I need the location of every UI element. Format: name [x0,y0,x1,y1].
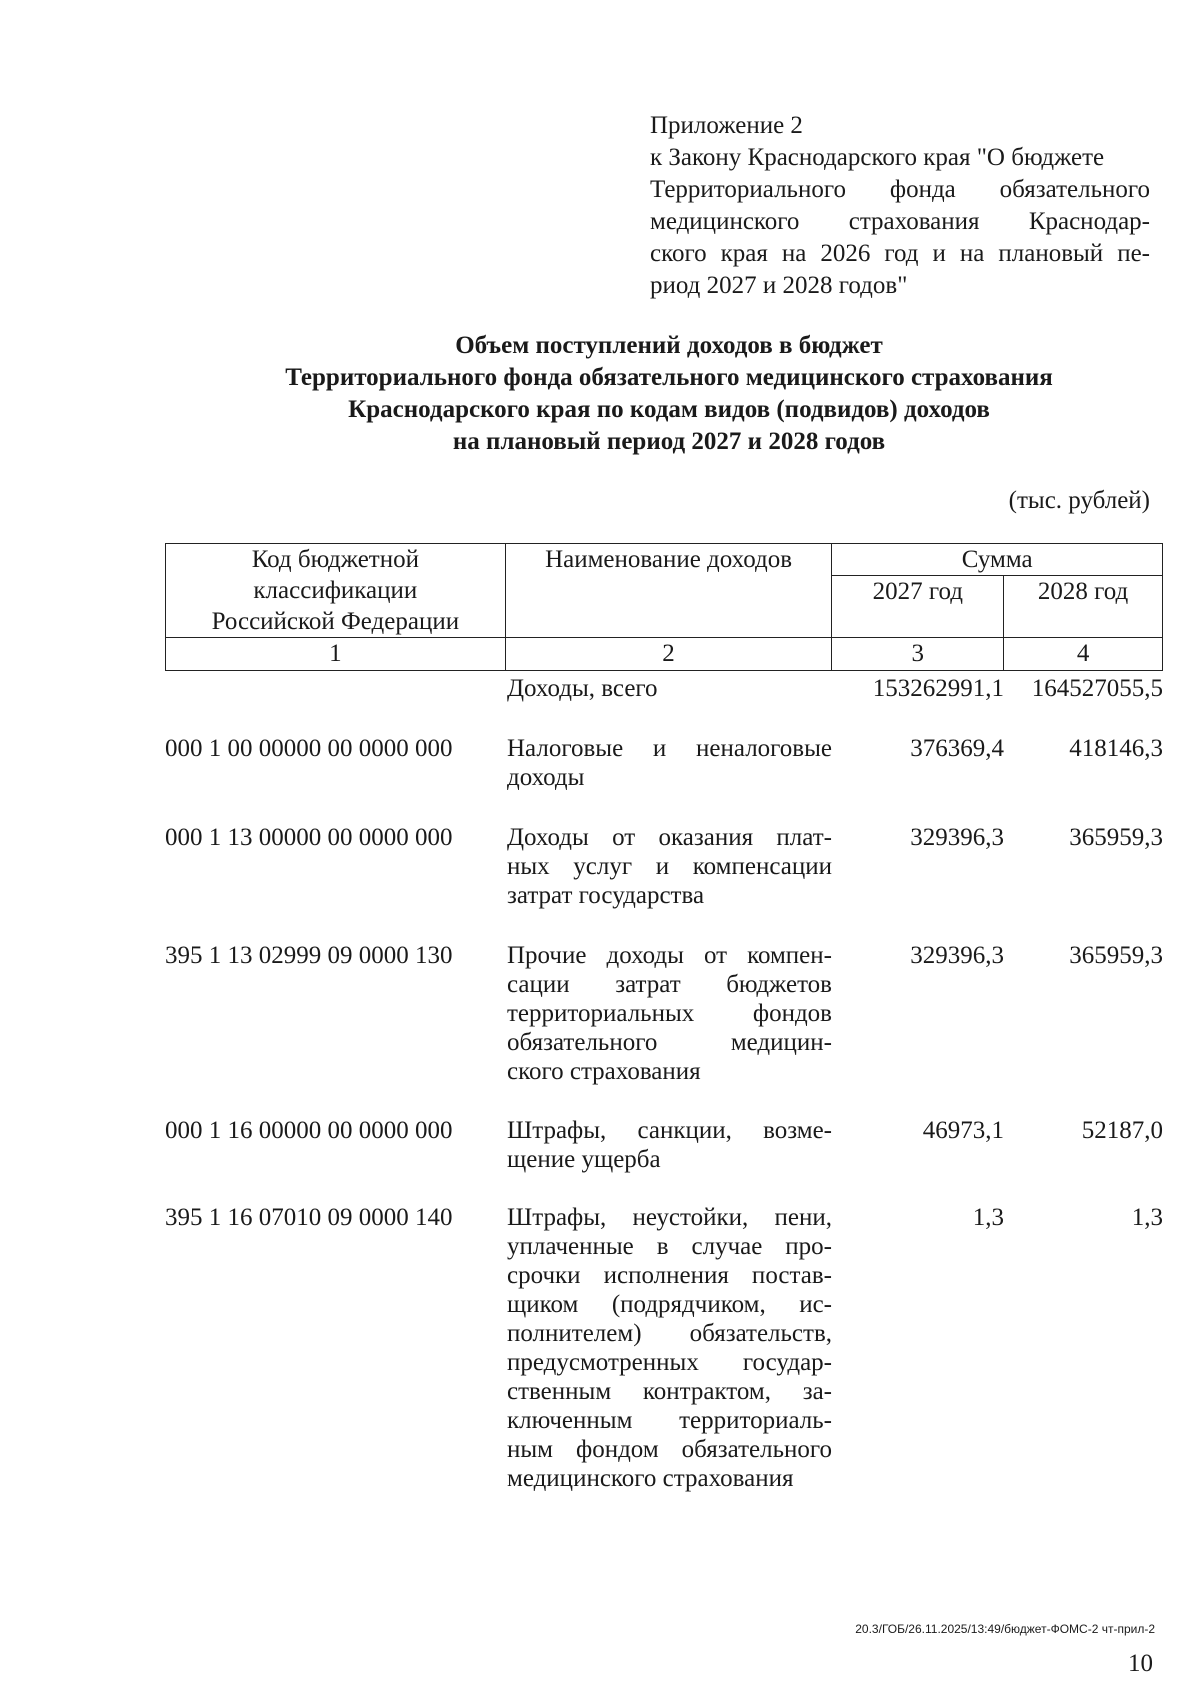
column-number: 1 [166,638,506,671]
header-sum: Сумма [832,544,1163,576]
row-value-2027: 329396,3 [910,942,1004,969]
row-value-2027: 329396,3 [910,824,1004,851]
row-name-line: ным фондом обязательного [507,1436,832,1463]
header-code [166,544,506,638]
row-name-line: Штрафы, неустойки, пени, [507,1204,832,1231]
row-name [507,823,832,910]
row-code: 395 1 13 02999 09 0000 130 [165,942,453,969]
row-value-2027: 46973,1 [922,1117,1004,1144]
row-name-line: срочки исполнения постав- [507,1262,832,1289]
header-code-line: классификации [253,577,418,604]
row-name-line: предусмотренных государ- [507,1349,832,1376]
row-name-line: ского страхования [507,1058,701,1085]
row-name-line: полнителем) обязательств, [507,1320,832,1347]
row-name-line: Штрафы, санкции, возме- [507,1117,832,1144]
row-value-2027: 1,3 [972,1204,1004,1231]
row-name [507,734,832,792]
column-number: 4 [1004,638,1163,671]
row-name [507,1116,832,1174]
table-header [165,543,1163,671]
row-name-line: обязательного медицин- [507,1029,832,1056]
row-value-2028: 365959,3 [1069,824,1163,851]
appendix-line: медицинского страхования Краснодар- [650,208,1150,235]
row-value-2028: 52187,0 [1081,1117,1163,1144]
row-name-line: ных услуг и компенсации [507,853,832,880]
header-code-line: Российской Федерации [211,608,460,635]
header-code-line: Код бюджетной [251,546,419,573]
column-number: 2 [505,638,832,671]
row-value-2028: 365959,3 [1069,942,1163,969]
page-number: 10 [1128,1650,1153,1677]
appendix-line: Приложение 2 [650,112,803,139]
row-name [507,941,832,1086]
header-year-2028: 2028 год [1004,576,1163,638]
row-name-line: доходы [507,764,585,791]
document-title [0,330,1200,458]
row-value-2027: 153262991,1 [872,675,1004,702]
row-name-line: медицинского страхования [507,1465,794,1492]
appendix-line: к Закону Краснодарского края "О бюджете [650,144,1105,171]
row-name-line: территориальных фондов [507,1000,832,1027]
row-name-line: затрат государства [507,882,705,909]
document-reference: 20.3/ГОБ/26.11.2025/13:49/бюджет-ФОМС-2 чт-прил-2 [855,1622,1155,1636]
appendix-line: ского края на 2026 год и на плановый пе- [650,240,1150,267]
row-value-2028: 1,3 [1131,1204,1163,1231]
row-name-line: ключенным территориаль- [507,1407,832,1434]
row-value-2027: 376369,4 [910,735,1004,762]
row-name-line: Доходы, всего [507,675,658,702]
row-code: 000 1 16 00000 00 0000 000 [165,1117,453,1144]
row-name-line: щиком (подрядчиком, ис- [507,1291,832,1318]
row-name-line: сации затрат бюджетов [507,971,832,998]
row-name-line: щение ущерба [507,1146,661,1173]
appendix-line: Территориального фонда обязательного [650,176,1150,203]
row-value-2028: 418146,3 [1069,735,1163,762]
row-name-line: уплаченные в случае про- [507,1233,832,1260]
row-name [507,674,832,703]
title-line: на плановый период 2027 и 2028 годов [452,428,886,455]
header-year-2027: 2027 год [832,576,1004,638]
row-code: 000 1 13 00000 00 0000 000 [165,824,453,851]
header-name: Наименование доходов [505,544,832,638]
appendix-reference [650,110,1150,302]
appendix-line: риод 2027 и 2028 годов" [650,272,908,299]
row-name-line: Налоговые и неналоговые [507,735,832,762]
row-name-line: ственным контрактом, за- [507,1378,832,1405]
column-number: 3 [832,638,1004,671]
row-name [507,1203,832,1493]
units-label: (тыс. рублей) [1008,487,1150,514]
title-line: Краснодарского края по кодам видов (подвидов) доходов [348,396,990,423]
row-code: 395 1 16 07010 09 0000 140 [165,1204,453,1231]
row-name-line: Доходы от оказания плат- [507,824,832,851]
title-line: Территориального фонда обязательного медицинского страхования [285,364,1053,391]
row-value-2028: 164527055,5 [1031,675,1163,702]
row-code: 000 1 00 00000 00 0000 000 [165,735,453,762]
row-name-line: Прочие доходы от компен- [507,942,832,969]
title-line: Объем поступлений доходов в бюджет [455,332,883,359]
